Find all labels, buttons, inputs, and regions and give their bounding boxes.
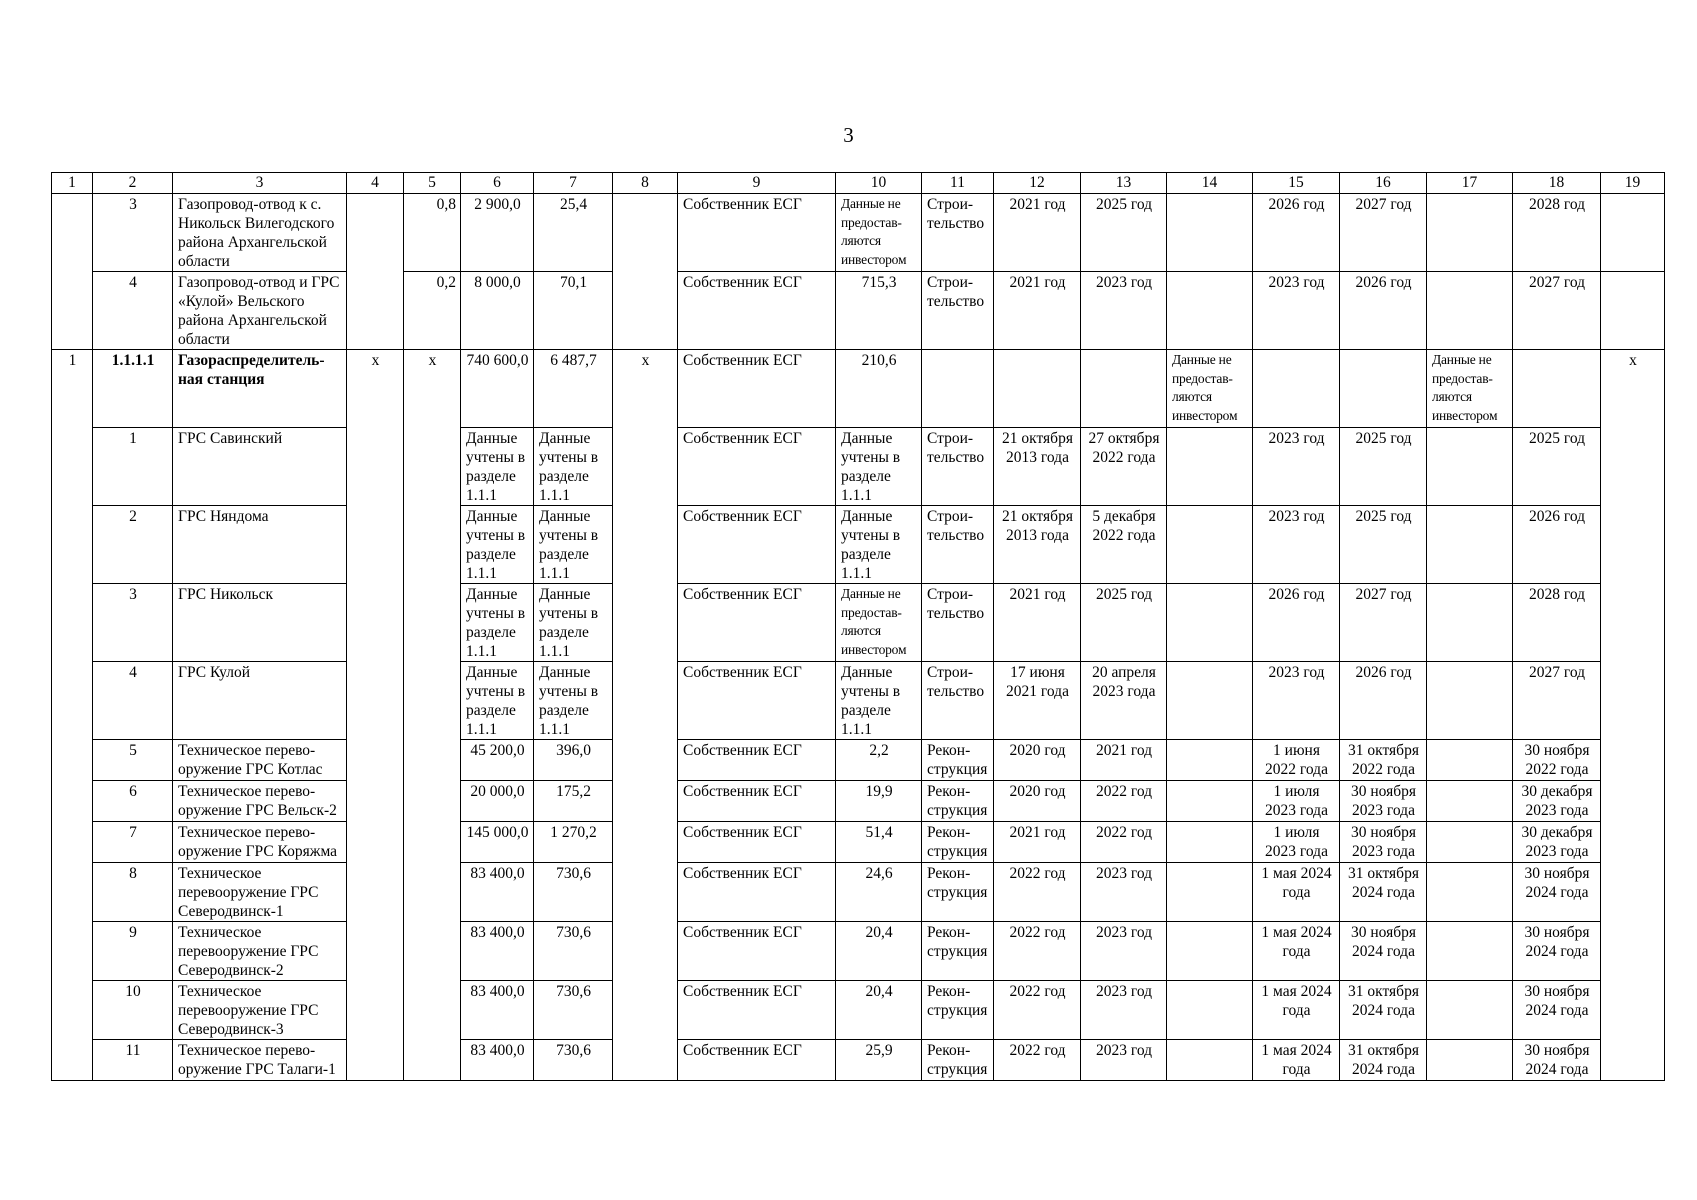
table-row (52, 922, 1665, 981)
cell-col-15: 1 июля 2023 года (1253, 781, 1340, 822)
cell-col-6: 20 000,0 (461, 781, 534, 822)
cell-col-14 (1167, 740, 1253, 781)
cell-col-17 (1427, 1040, 1513, 1081)
section-col-5: х (404, 350, 461, 1081)
owner: Собственник ЕСГ (678, 584, 836, 662)
cell-col-4 (347, 194, 404, 272)
owner: Собственник ЕСГ (678, 350, 836, 428)
cell-col-10: 19,9 (836, 781, 922, 822)
owner: Собственник ЕСГ (678, 662, 836, 740)
owner: Собственник ЕСГ (678, 863, 836, 922)
object-name: Техническое перевооружение ГРС Северодвинск-3 (173, 981, 347, 1040)
column-header-9: 9 (678, 173, 836, 194)
cell-col-14 (1167, 863, 1253, 922)
cell-col-10: Данные учтены в разделе 1.1.1 (836, 662, 922, 740)
cell-col-17 (1427, 981, 1513, 1040)
cell-col-16: 2026 год (1340, 272, 1427, 350)
cell-col-10: Данные не предостав-ляются инвестором (836, 584, 922, 662)
work-type: Строи-тельство (922, 194, 994, 272)
row-number: 10 (93, 981, 173, 1040)
cell-col-16: 2027 год (1340, 194, 1427, 272)
table-row (52, 272, 1665, 350)
cell-col-15: 2023 год (1253, 506, 1340, 584)
cell-col-15: 2026 год (1253, 194, 1340, 272)
cell-col-13: 2023 год (1081, 863, 1167, 922)
cell-col-12: 21 октября 2013 года (994, 428, 1081, 506)
cell-col-17 (1427, 584, 1513, 662)
cell-col-16: 30 ноября 2023 года (1340, 781, 1427, 822)
work-type: Строи-тельство (922, 428, 994, 506)
cell-col-14 (1167, 194, 1253, 272)
cell-col-10: 51,4 (836, 822, 922, 863)
cell-col-10: 20,4 (836, 922, 922, 981)
cell-col-16: 2025 год (1340, 506, 1427, 584)
row-number: 4 (93, 662, 173, 740)
column-header-row (52, 173, 1665, 194)
section-col-11 (922, 350, 994, 428)
object-name: Техническое перево-оружение ГРС Талаги-1 (173, 1040, 347, 1081)
object-name: ГРС Няндома (173, 506, 347, 584)
cell-col-13: 2023 год (1081, 1040, 1167, 1081)
cell-col-14 (1167, 822, 1253, 863)
cell-col-12: 2022 год (994, 981, 1081, 1040)
section-col-10: 210,6 (836, 350, 922, 428)
work-type: Строи-тельство (922, 662, 994, 740)
row-number: 3 (93, 194, 173, 272)
cell-col-6: 83 400,0 (461, 922, 534, 981)
cell-col-16: 31 октября 2024 года (1340, 981, 1427, 1040)
section-col-18 (1513, 350, 1601, 428)
cell-col-17 (1427, 272, 1513, 350)
cell-col-6: 145 000,0 (461, 822, 534, 863)
cell-col-13: 2025 год (1081, 584, 1167, 662)
section-name: Газораспределитель-ная станция (173, 350, 347, 428)
cell-col-1 (52, 194, 93, 272)
cell-col-15: 1 июня 2022 года (1253, 740, 1340, 781)
table-row (52, 662, 1665, 740)
cell-col-15: 2023 год (1253, 272, 1340, 350)
object-name: Техническое перевооружение ГРС Северодвинск-1 (173, 863, 347, 922)
cell-col-15: 1 мая 2024 года (1253, 1040, 1340, 1081)
work-type: Рекон-струкция (922, 981, 994, 1040)
cell-col-10: 715,3 (836, 272, 922, 350)
section-row (52, 350, 1665, 428)
cell-col-16: 2026 год (1340, 662, 1427, 740)
cell-col-12: 2022 год (994, 1040, 1081, 1081)
cell-col-6: 83 400,0 (461, 863, 534, 922)
column-header-10: 10 (836, 173, 922, 194)
work-type: Строи-тельство (922, 272, 994, 350)
cell-col-7: Данные учтены в разделе 1.1.1 (534, 506, 613, 584)
object-name: Техническое перево-оружение ГРС Котлас (173, 740, 347, 781)
section-col-13 (1081, 350, 1167, 428)
row-number: 3 (93, 584, 173, 662)
section-col-8: х (613, 350, 678, 1081)
cell-col-18: 2026 год (1513, 506, 1601, 584)
cell-col-13: 20 апреля 2023 года (1081, 662, 1167, 740)
cell-col-17 (1427, 740, 1513, 781)
cell-col-10: Данные учтены в разделе 1.1.1 (836, 428, 922, 506)
owner: Собственник ЕСГ (678, 781, 836, 822)
section-col-6: 740 600,0 (461, 350, 534, 428)
cell-col-16: 30 ноября 2024 года (1340, 922, 1427, 981)
row-number: 8 (93, 863, 173, 922)
column-header-3: 3 (173, 173, 347, 194)
cell-col-18: 2027 год (1513, 662, 1601, 740)
cell-col-14 (1167, 1040, 1253, 1081)
work-type: Строи-тельство (922, 506, 994, 584)
section-col-17: Данные не предостав-ляются инвестором (1427, 350, 1513, 428)
column-header-12: 12 (994, 173, 1081, 194)
table-row (52, 740, 1665, 781)
cell-col-17 (1427, 781, 1513, 822)
cell-col-1 (52, 272, 93, 350)
column-header-2: 2 (93, 173, 173, 194)
object-name: ГРС Савинский (173, 428, 347, 506)
cell-col-6: 8 000,0 (461, 272, 534, 350)
row-number: 9 (93, 922, 173, 981)
section-col-15 (1253, 350, 1340, 428)
cell-col-19 (1601, 194, 1665, 272)
column-header-19: 19 (1601, 173, 1665, 194)
cell-col-12: 2021 год (994, 194, 1081, 272)
cell-col-16: 31 октября 2024 года (1340, 1040, 1427, 1081)
cell-col-7: 175,2 (534, 781, 613, 822)
cell-col-15: 2023 год (1253, 662, 1340, 740)
cell-col-13: 2023 год (1081, 981, 1167, 1040)
cell-col-7: 1 270,2 (534, 822, 613, 863)
owner: Собственник ЕСГ (678, 194, 836, 272)
column-header-5: 5 (404, 173, 461, 194)
cell-col-6: 83 400,0 (461, 1040, 534, 1081)
cell-col-6: 2 900,0 (461, 194, 534, 272)
cell-col-10: 20,4 (836, 981, 922, 1040)
cell-col-15: 2026 год (1253, 584, 1340, 662)
cell-col-16: 2027 год (1340, 584, 1427, 662)
row-number: 5 (93, 740, 173, 781)
column-header-8: 8 (613, 173, 678, 194)
cell-col-17 (1427, 863, 1513, 922)
work-type: Рекон-струкция (922, 922, 994, 981)
section-col-4: х (347, 350, 404, 1081)
cell-col-7: 730,6 (534, 863, 613, 922)
cell-col-17 (1427, 428, 1513, 506)
object-name: Техническое перево-оружение ГРС Вельск-2 (173, 781, 347, 822)
cell-col-5: 0,8 (404, 194, 461, 272)
column-header-11: 11 (922, 173, 994, 194)
cell-col-6: Данные учтены в разделе 1.1.1 (461, 584, 534, 662)
cell-col-18: 30 декабря 2023 года (1513, 822, 1601, 863)
cell-col-10: Данные не предостав-ляются инвестором (836, 194, 922, 272)
object-name: Техническое перевооружение ГРС Северодвинск-2 (173, 922, 347, 981)
table-row (52, 781, 1665, 822)
column-header-7: 7 (534, 173, 613, 194)
cell-col-18: 30 ноября 2024 года (1513, 1040, 1601, 1081)
owner: Собственник ЕСГ (678, 822, 836, 863)
work-type: Рекон-струкция (922, 740, 994, 781)
cell-col-13: 2023 год (1081, 922, 1167, 981)
cell-col-16: 31 октября 2022 года (1340, 740, 1427, 781)
cell-col-6: Данные учтены в разделе 1.1.1 (461, 506, 534, 584)
owner: Собственник ЕСГ (678, 740, 836, 781)
cell-col-12: 17 июня 2021 года (994, 662, 1081, 740)
cell-col-14 (1167, 272, 1253, 350)
cell-col-8 (613, 272, 678, 350)
cell-col-7: 70,1 (534, 272, 613, 350)
table-row (52, 194, 1665, 272)
cell-col-7: Данные учтены в разделе 1.1.1 (534, 428, 613, 506)
work-type: Рекон-струкция (922, 863, 994, 922)
cell-col-15: 1 мая 2024 года (1253, 981, 1340, 1040)
cell-col-7: Данные учтены в разделе 1.1.1 (534, 584, 613, 662)
work-type: Рекон-струкция (922, 1040, 994, 1081)
cell-col-7: 730,6 (534, 922, 613, 981)
cell-col-10: 2,2 (836, 740, 922, 781)
cell-col-14 (1167, 506, 1253, 584)
cell-col-18: 2025 год (1513, 428, 1601, 506)
table-row (52, 822, 1665, 863)
section-col-19: х (1601, 350, 1665, 1081)
cell-col-14 (1167, 584, 1253, 662)
section-col-7: 6 487,7 (534, 350, 613, 428)
column-header-4: 4 (347, 173, 404, 194)
cell-col-17 (1427, 194, 1513, 272)
column-header-14: 14 (1167, 173, 1253, 194)
row-number: 6 (93, 781, 173, 822)
cell-col-7: 730,6 (534, 1040, 613, 1081)
work-type: Строи-тельство (922, 584, 994, 662)
cell-col-13: 2023 год (1081, 272, 1167, 350)
cell-col-13: 5 декабря 2022 года (1081, 506, 1167, 584)
cell-col-18: 2028 год (1513, 584, 1601, 662)
table-row (52, 428, 1665, 506)
cell-col-14 (1167, 922, 1253, 981)
column-header-17: 17 (1427, 173, 1513, 194)
cell-col-16: 31 октября 2024 года (1340, 863, 1427, 922)
cell-col-6: Данные учтены в разделе 1.1.1 (461, 662, 534, 740)
cell-col-18: 30 ноября 2022 года (1513, 740, 1601, 781)
cell-col-17 (1427, 506, 1513, 584)
object-name: Газопровод-отвод и ГРС «Кулой» Вельского района Архангельской области (173, 272, 347, 350)
cell-col-15: 1 мая 2024 года (1253, 863, 1340, 922)
cell-col-12: 2021 год (994, 272, 1081, 350)
owner: Собственник ЕСГ (678, 1040, 836, 1081)
owner: Собственник ЕСГ (678, 428, 836, 506)
cell-col-6: 83 400,0 (461, 981, 534, 1040)
cell-col-7: 730,6 (534, 981, 613, 1040)
section-col-1: 1 (52, 350, 93, 1081)
object-name: Техническое перево-оружение ГРС Коряжма (173, 822, 347, 863)
column-header-16: 16 (1340, 173, 1427, 194)
cell-col-6: Данные учтены в разделе 1.1.1 (461, 428, 534, 506)
column-header-18: 18 (1513, 173, 1601, 194)
owner: Собственник ЕСГ (678, 272, 836, 350)
cell-col-18: 30 ноября 2024 года (1513, 981, 1601, 1040)
cell-col-7: 396,0 (534, 740, 613, 781)
cell-col-14 (1167, 662, 1253, 740)
object-name: Газопровод-отвод к с. Никольск Вилегодского района Архангельской области (173, 194, 347, 272)
cell-col-13: 2022 год (1081, 822, 1167, 863)
cell-col-12: 2021 год (994, 584, 1081, 662)
cell-col-16: 30 ноября 2023 года (1340, 822, 1427, 863)
owner: Собственник ЕСГ (678, 922, 836, 981)
row-number: 7 (93, 822, 173, 863)
section-col-16 (1340, 350, 1427, 428)
page-number: 3 (843, 123, 854, 147)
cell-col-13: 27 октября 2022 года (1081, 428, 1167, 506)
cell-col-19 (1601, 272, 1665, 350)
cell-col-17 (1427, 662, 1513, 740)
row-number: 1 (93, 428, 173, 506)
table-row (52, 981, 1665, 1040)
cell-col-12: 2021 год (994, 822, 1081, 863)
table-row (52, 506, 1665, 584)
cell-col-7: Данные учтены в разделе 1.1.1 (534, 662, 613, 740)
table-row (52, 1040, 1665, 1081)
cell-col-12: 2022 год (994, 922, 1081, 981)
cell-col-15: 1 июля 2023 года (1253, 822, 1340, 863)
object-name: ГРС Никольск (173, 584, 347, 662)
cell-col-16: 2025 год (1340, 428, 1427, 506)
row-number: 4 (93, 272, 173, 350)
cell-col-10: 24,6 (836, 863, 922, 922)
owner: Собственник ЕСГ (678, 506, 836, 584)
cell-col-8 (613, 194, 678, 272)
work-type: Рекон-струкция (922, 781, 994, 822)
cell-col-12: 2020 год (994, 740, 1081, 781)
investment-table (51, 172, 1665, 1081)
cell-col-12: 2020 год (994, 781, 1081, 822)
cell-col-13: 2021 год (1081, 740, 1167, 781)
row-number: 2 (93, 506, 173, 584)
cell-col-14 (1167, 981, 1253, 1040)
cell-col-18: 30 декабря 2023 года (1513, 781, 1601, 822)
cell-col-4 (347, 272, 404, 350)
cell-col-13: 2025 год (1081, 194, 1167, 272)
column-header-1: 1 (52, 173, 93, 194)
cell-col-18: 30 ноября 2024 года (1513, 922, 1601, 981)
cell-col-15: 2023 год (1253, 428, 1340, 506)
table-row (52, 863, 1665, 922)
section-col-14: Данные не предостав-ляются инвестором (1167, 350, 1253, 428)
cell-col-12: 21 октября 2013 года (994, 506, 1081, 584)
cell-col-10: Данные учтены в разделе 1.1.1 (836, 506, 922, 584)
cell-col-7: 25,4 (534, 194, 613, 272)
row-number: 11 (93, 1040, 173, 1081)
section-col-12 (994, 350, 1081, 428)
table-row (52, 584, 1665, 662)
column-header-13: 13 (1081, 173, 1167, 194)
cell-col-17 (1427, 822, 1513, 863)
cell-col-10: 25,9 (836, 1040, 922, 1081)
cell-col-15: 1 мая 2024 года (1253, 922, 1340, 981)
cell-col-18: 2028 год (1513, 194, 1601, 272)
cell-col-18: 30 ноября 2024 года (1513, 863, 1601, 922)
cell-col-12: 2022 год (994, 863, 1081, 922)
column-header-15: 15 (1253, 173, 1340, 194)
cell-col-6: 45 200,0 (461, 740, 534, 781)
column-header-6: 6 (461, 173, 534, 194)
work-type: Рекон-струкция (922, 822, 994, 863)
cell-col-17 (1427, 922, 1513, 981)
cell-col-13: 2022 год (1081, 781, 1167, 822)
section-code: 1.1.1.1 (93, 350, 173, 428)
cell-col-14 (1167, 428, 1253, 506)
object-name: ГРС Кулой (173, 662, 347, 740)
cell-col-18: 2027 год (1513, 272, 1601, 350)
owner: Собственник ЕСГ (678, 981, 836, 1040)
cell-col-14 (1167, 781, 1253, 822)
cell-col-5: 0,2 (404, 272, 461, 350)
